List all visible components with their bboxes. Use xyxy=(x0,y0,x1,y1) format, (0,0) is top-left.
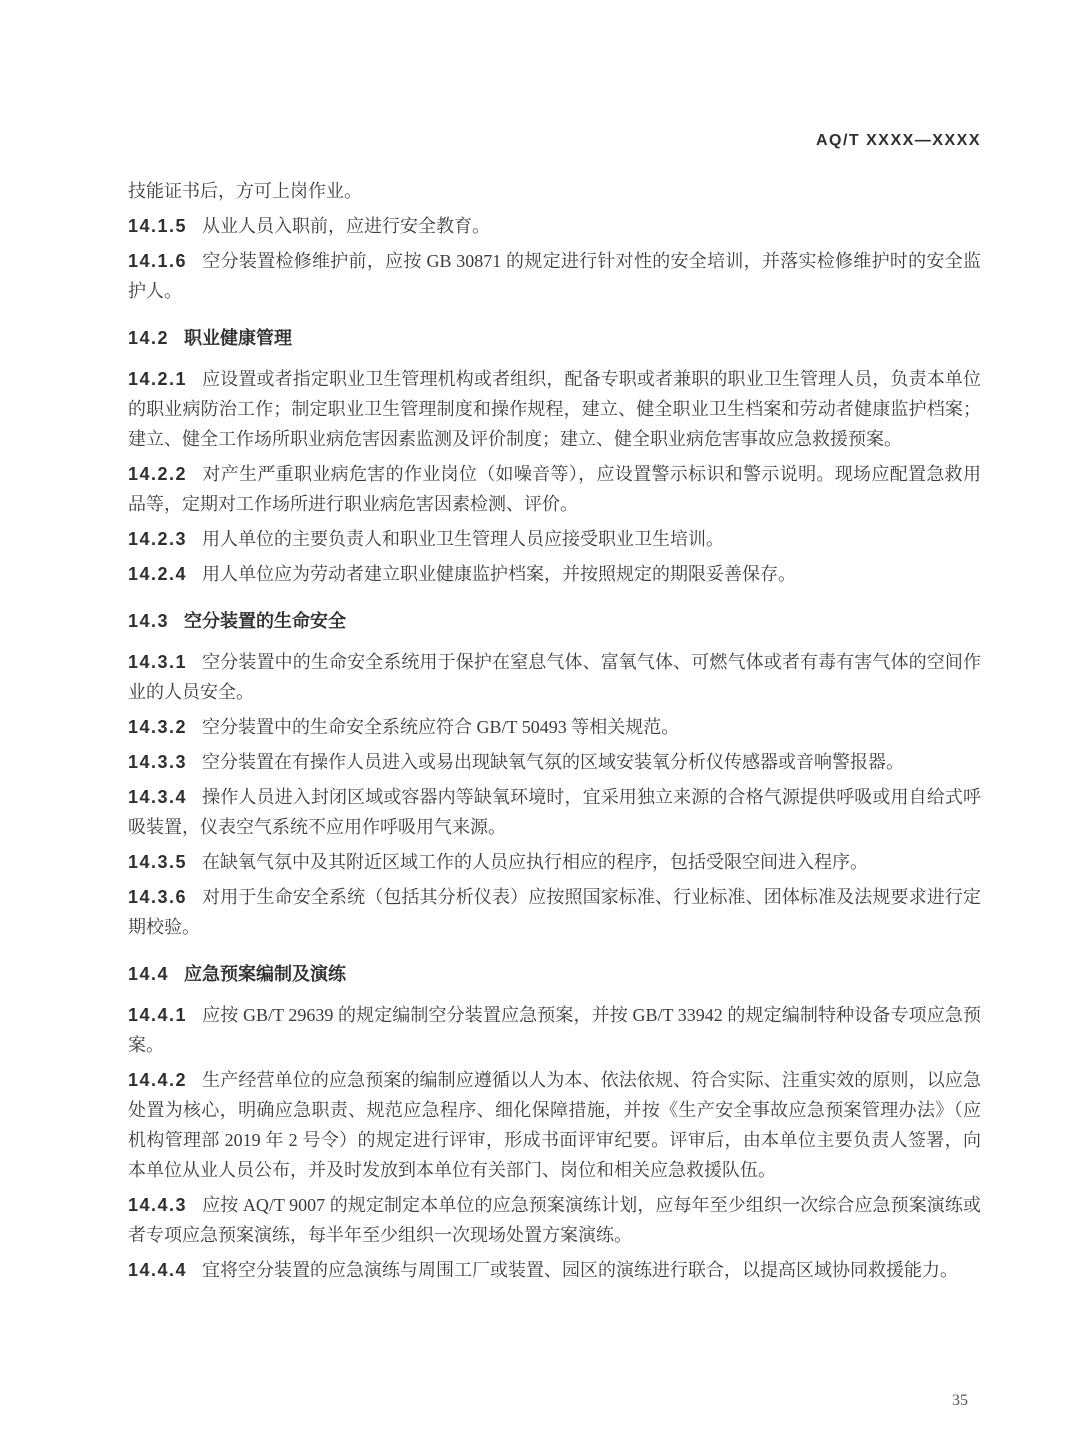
clause-number: 14.3.1 xyxy=(128,652,188,672)
clause-number: 14.1.6 xyxy=(128,251,188,271)
clause-text: 空分装置在有操作人员进入或易出现缺氧气氛的区域安装氧分析仪传感器或音响警报器。 xyxy=(202,752,905,772)
clause-number: 14.3.5 xyxy=(128,852,188,872)
clause-number: 14.2.2 xyxy=(128,464,188,484)
clause-number: 14.2 xyxy=(128,328,170,348)
clause-text: 操作人员进入封闭区域或容器内等缺氧环境时，宜采用独立来源的合格气源提供呼吸或用自给式呼吸装置，仪表空气系统不应用作呼吸用气来源。 xyxy=(128,787,981,837)
clause-number: 14.2.3 xyxy=(128,529,188,549)
clause-paragraph xyxy=(128,847,981,877)
clause-number: 14.4.4 xyxy=(128,1260,188,1280)
clause-text: 对产生严重职业病危害的作业岗位（如噪音等），应设置警示标识和警示说明。现场应配置急救用品等，定期对工作场所进行职业病危害因素检测、评价。 xyxy=(128,464,981,514)
clause-paragraph xyxy=(128,1065,981,1185)
clause-paragraph xyxy=(128,1255,981,1285)
clause-text: 应急预案编制及演练 xyxy=(184,964,347,984)
clause-number: 14.4 xyxy=(128,964,170,984)
clause-text: 空分装置的生命安全 xyxy=(184,611,347,631)
clause-text: 应设置或者指定职业卫生管理机构或者组织，配备专职或者兼职的职业卫生管理人员，负责本单位的职业病防治工作；制定职业卫生管理制度和操作规程，建立、健全职业卫生档案和劳动者健康监护档案；建立、健全工作场所职业病危害因素监测及评价制度；建立、健全职业病危害事故应急救援预案。 xyxy=(128,369,981,449)
document-header: AQ/T XXXX—XXXX xyxy=(815,132,981,149)
clause-text: 应按 GB/T 29639 的规定编制空分装置应急预案，并按 GB/T 33942 的规定编制特种设备专项应急预案。 xyxy=(128,1005,981,1055)
clause-paragraph xyxy=(128,882,981,942)
clause-number: 14.3.6 xyxy=(128,887,188,907)
clause-paragraph xyxy=(128,647,981,707)
section-heading xyxy=(128,606,981,636)
clause-number: 14.1.5 xyxy=(128,216,188,236)
clause-paragraph xyxy=(128,1000,981,1060)
clause-number: 14.4.3 xyxy=(128,1195,188,1215)
clause-paragraph xyxy=(128,246,981,306)
clause-text: 用人单位的主要负责人和职业卫生管理人员应接受职业卫生培训。 xyxy=(202,529,725,549)
clause-number: 14.2.1 xyxy=(128,369,188,389)
clause-text: 生产经营单位的应急预案的编制应遵循以人为本、依法依规、符合实际、注重实效的原则，以应急处置为核心，明确应急职责、规范应急程序、细化保障措施，并按《生产安全事故应急预案管理办法》（应机构管理部 2019 年 2 号令）的规定进行评审，形成书面评审纪要。评审后，由本单位主要负责人签署，向本单位从业人员公布，并及时发放到本单位有关部门、岗位和相关应急救援队伍。 xyxy=(128,1070,981,1180)
clause-text: 对用于生命安全系统（包括其分析仪表）应按照国家标准、行业标准、团体标准及法规要求进行定期校验。 xyxy=(128,887,981,937)
clause-number: 14.3.3 xyxy=(128,752,188,772)
clause-paragraph xyxy=(128,211,981,241)
document-body xyxy=(128,176,981,1285)
clause-number: 14.2.4 xyxy=(128,564,188,584)
clause-text: 空分装置检修维护前，应按 GB 30871 的规定进行针对性的安全培训，并落实检修维护时的安全监护人。 xyxy=(128,251,981,301)
clause-text: 用人单位应为劳动者建立职业健康监护档案，并按照规定的期限妥善保存。 xyxy=(202,564,797,584)
clause-number: 14.3.4 xyxy=(128,787,188,807)
clause-number: 14.4.1 xyxy=(128,1005,188,1025)
clause-paragraph xyxy=(128,712,981,742)
clause-number: 14.3.2 xyxy=(128,717,188,737)
clause-paragraph xyxy=(128,782,981,842)
clause-paragraph xyxy=(128,559,981,589)
clause-text: 技能证书后，方可上岗作业。 xyxy=(128,181,362,201)
clause-paragraph xyxy=(128,459,981,519)
clause-paragraph xyxy=(128,1190,981,1250)
continuation-paragraph xyxy=(128,176,981,206)
clause-number: 14.3 xyxy=(128,611,170,631)
clause-text: 应按 AQ/T 9007 的规定制定本单位的应急预案演练计划，应每年至少组织一次综合应急预案演练或者专项应急预案演练，每半年至少组织一次现场处置方案演练。 xyxy=(128,1195,981,1245)
clause-text: 职业健康管理 xyxy=(184,328,293,348)
clause-paragraph xyxy=(128,747,981,777)
clause-number: 14.4.2 xyxy=(128,1070,188,1090)
clause-text: 宜将空分装置的应急演练与周围工厂或装置、园区的演练进行联合，以提高区域协同救援能力。 xyxy=(202,1260,959,1280)
section-heading xyxy=(128,959,981,989)
page-number: 35 xyxy=(952,1392,968,1409)
clause-text: 从业人员入职前，应进行安全教育。 xyxy=(202,216,491,236)
section-heading xyxy=(128,323,981,353)
clause-text: 在缺氧气氛中及其附近区域工作的人员应执行相应的程序，包括受限空间进入程序。 xyxy=(202,852,869,872)
clause-paragraph xyxy=(128,364,981,454)
clause-text: 空分装置中的生命安全系统用于保护在窒息气体、富氧气体、可燃气体或者有毒有害气体的空间作业的人员安全。 xyxy=(128,652,981,702)
clause-text: 空分装置中的生命安全系统应符合 GB/T 50493 等相关规范。 xyxy=(202,717,680,737)
clause-paragraph xyxy=(128,524,981,554)
